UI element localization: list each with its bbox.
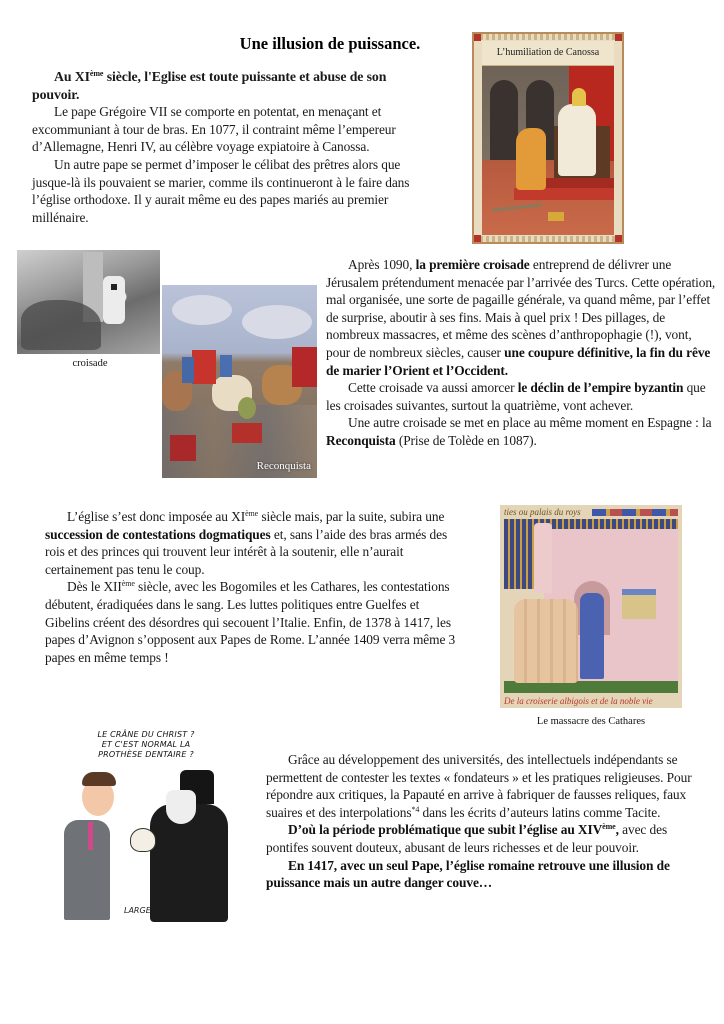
section-contestations-text (45, 508, 463, 666)
pink-tie (88, 822, 93, 850)
paragraph-gregoire: Le pape Grégoire VII se comporte en potentat, en menaçant et excommuniant à tour de bras. En 1077, il contraint même l’empereur d’Allemagne, Henri IV, au célèbre voyage expiatoire à Canossa. (32, 104, 396, 155)
balcony (622, 589, 656, 619)
cathares-caption: Le massacre des Cathares (536, 716, 646, 727)
canossa-scene (482, 66, 614, 235)
cathar-prisoners (514, 599, 578, 683)
pope-figure (558, 104, 596, 176)
frame-border (474, 34, 622, 40)
croisade-engraving (17, 250, 160, 354)
mitre (572, 88, 586, 106)
man-in-suit (64, 820, 110, 920)
manuscript-heading: ties ou palais du roys (504, 507, 581, 517)
round-shield (238, 397, 256, 419)
paragraph-1417: En 1417, avec un seul Pape, l’église romaine retrouve une illusion de puissance mais un autre danger couve… (266, 857, 670, 891)
paragraph-premiere-croisade: Après 1090, la première croisade entreprend de délivrer une Jérusalem prétendument menacée par l’arrivée des Turcs. Cette opération, mal organisée, une sorte de pagaille générale, va quand même, par l’effet de surprise, aboutir à ses fins. Mais à quel prix ! Des pillages, de nombreux massacres, et même des scènes d’anthropophagie (!), vont, pour de nombreux siècles, causer une coupure définitive, la fin du rêve de marier l’Orient et l’Occident. (326, 257, 716, 378)
reconquista-painting (162, 285, 317, 478)
blue-shield (220, 355, 232, 377)
section-canossa-text (32, 68, 432, 226)
croisade-caption: croisade (72, 358, 108, 369)
frame-corner (474, 34, 481, 41)
cloud (172, 295, 232, 325)
canossa-illustration (472, 32, 624, 244)
reconquista-caption: Reconquista (256, 460, 311, 472)
canossa-caption: L’humiliation de Canossa (482, 41, 614, 66)
paragraph-celibat: Un autre pape se permet d’imposer le célibat des prêtres alors que jusque-là ils pouvaient se marier, comme ils continueront à le faire dans l’église orthodoxe. Il y aurait même eu des papes mariés au premier millénaire. (32, 156, 410, 225)
blue-shield (182, 357, 194, 383)
frame-border (474, 236, 622, 242)
white-beard (166, 790, 196, 824)
skull (130, 828, 156, 852)
man-hair (82, 772, 116, 786)
cartoon-skull-of-christ (58, 728, 238, 923)
decorative-bar (592, 509, 678, 516)
paragraph-byzantin: Cette croisade va aussi amorcer le déclin de l’empire byzantin que les croisades suivantes, surtout la quatrième, vont achever. (326, 380, 706, 413)
manuscript-footer: De la croiserie albigois et de la noble vie (504, 696, 653, 706)
sword (492, 203, 542, 211)
frame-corner (474, 235, 481, 242)
paragraph-xive-siecle: D’où la période problématique que subit l’église au XIVème, avec des pontifes souvent douteux, abusant de leurs richesses et de leur pouvoir. (266, 822, 668, 855)
red-knight (192, 350, 216, 384)
section-croisade-text (326, 256, 716, 450)
red-soldier (170, 435, 196, 461)
cathares-miniature (500, 505, 682, 708)
lead-paragraph: Au XIème siècle, l'Eglise est toute puissante et abuse de son pouvoir. (32, 69, 387, 102)
paragraph-universites: Grâce au développement des universités, des intellectuels indépendants se permettent de contester les textes « fondateurs » et les pratiques religieuses. Pour répondre aux critiques, la Papauté en arrive à fabriquer de fausses reliques, faux suaires et des interpolations$^{*4}$ dans les écrits d’auteurs latins comme Tacite. (266, 752, 692, 820)
paragraph-contestations: L’église s’est donc imposée au XIème siècle mais, par la suite, subira une succession de contestations dogmatiques et, sans l’aide des bras armés des rois et des princes qui trouvent leur intérêt à la soutenir, elle n’aurait certainement pas tenu le coup. (45, 509, 448, 577)
paragraph-cathares: Dès le XIIème siècle, avec les Bogomiles et les Cathares, les contestations débutent, éradiquées dans le sang. Les luttes politiques entre Guelfes et Gibelins créent des désordres qui secouent l’Italie. Enfin, de 1378 à 1417, les papes d’Avignon s’opposent aux Papes de Rome. L’année 1409 verra même 3 papes en même temps ! (45, 579, 456, 665)
soldiers (580, 593, 604, 679)
frame-corner (615, 34, 622, 41)
speech-bubble: LE CRÂNE DU CHRIST ? ET C'EST NORMAL LA PROTHÈSE DENTAIRE ? (97, 730, 195, 759)
kneeling-emperor (516, 128, 546, 190)
battle-crowd (21, 300, 101, 350)
red-soldier (232, 423, 262, 443)
cross-emblem (111, 284, 117, 290)
gothic-arch (490, 80, 518, 160)
page-title: Une illusion de puissance. (239, 34, 421, 53)
crown (548, 212, 564, 221)
section-universites-text (266, 751, 696, 892)
paragraph-reconquista: Une autre croisade se met en place au même moment en Espagne : la Reconquista (Prise de Tolède en 1087). (326, 415, 712, 448)
cartoonist-signature: LARGE (124, 906, 151, 915)
red-knight (292, 347, 317, 387)
frame-corner (615, 235, 622, 242)
castle-tower (534, 523, 552, 593)
cloud (242, 305, 312, 339)
